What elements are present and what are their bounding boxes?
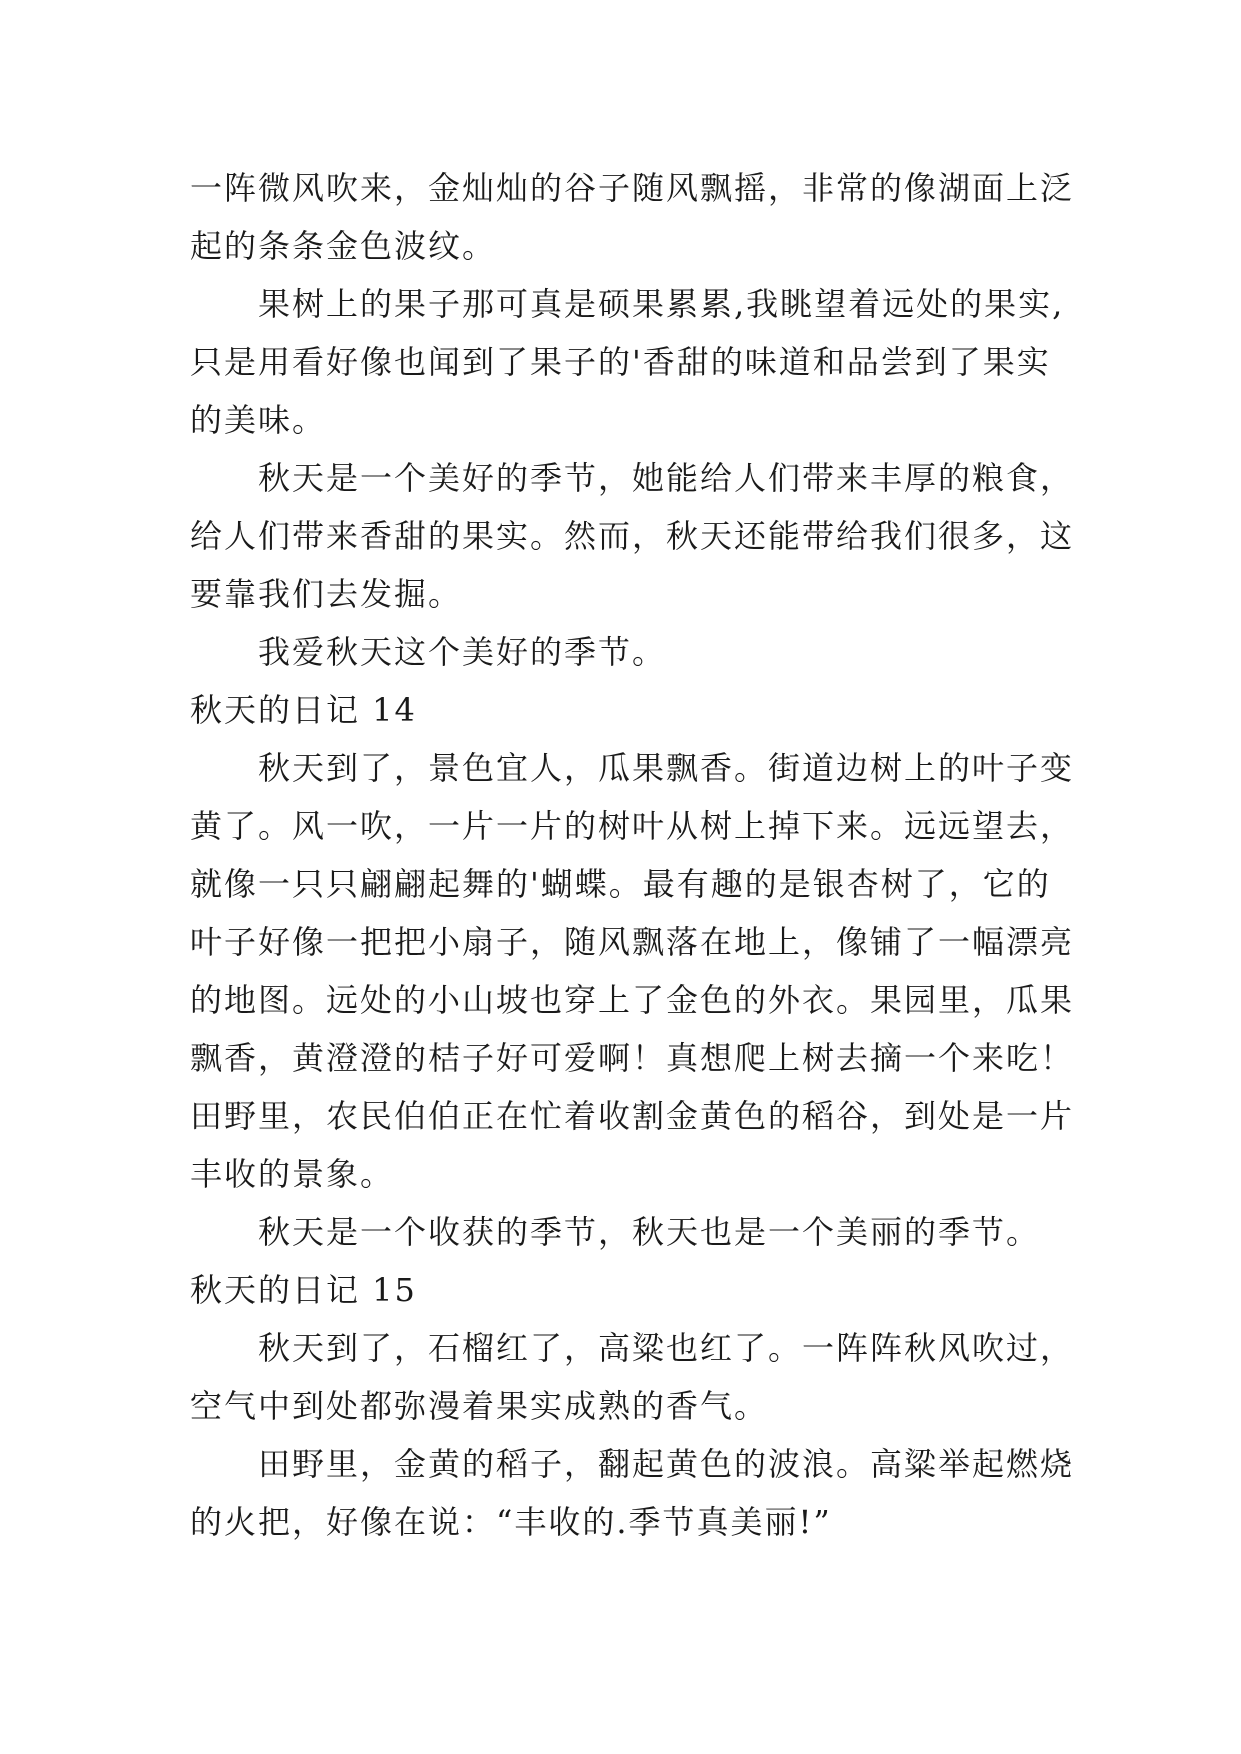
text-line: 的火把，好像在说：“丰收的.季节真美丽!” [190, 1503, 832, 1541]
text-line: 起的条条金色波纹。 [190, 227, 497, 265]
section-heading: 秋天的日记 14 [190, 691, 417, 729]
text-line: 黄了。风一吹，一片一片的树叶从树上掉下来。远远望去， [190, 807, 1075, 845]
text-line: 空气中到处都弥漫着果实成熟的香气。 [190, 1387, 769, 1425]
paragraph-start: 秋天是一个收获的季节，秋天也是一个美丽的季节。 [258, 1213, 1041, 1251]
section-heading: 秋天的日记 15 [190, 1271, 417, 1309]
text-line: 田野里，农民伯伯正在忙着收割金黄色的稻谷，到处是一片 [190, 1097, 1075, 1135]
text-line: 就像一只只翩翩起舞的'蝴蝶。最有趣的是银杏树了，它的 [190, 865, 1051, 903]
text-line: 飘香，黄澄澄的桔子好可爱啊！真想爬上树去摘一个来吃！ [190, 1039, 1075, 1077]
paragraph-start: 秋天到了，石榴红了，高粱也红了。一阵阵秋风吹过， [258, 1329, 1075, 1367]
paragraph-start: 秋天是一个美好的季节，她能给人们带来丰厚的粮食， [258, 459, 1075, 497]
paragraph-start: 秋天到了，景色宜人，瓜果飘香。街道边树上的叶子变 [258, 749, 1075, 787]
paragraph-start: 我爱秋天这个美好的季节。 [258, 633, 667, 671]
text-line: 叶子好像一把把小扇子，随风飘落在地上，像铺了一幅漂亮 [190, 923, 1075, 961]
text-line: 的地图。远处的小山坡也穿上了金色的外衣。果园里，瓜果 [190, 981, 1075, 1019]
text-line: 一阵微风吹来，金灿灿的谷子随风飘摇，非常的像湖面上泛 [190, 169, 1075, 207]
paragraph-start: 果树上的果子那可真是硕果累累,我眺望着远处的果实, [258, 285, 1065, 323]
text-line: 的美味。 [190, 401, 327, 439]
text-line: 丰收的景象。 [190, 1155, 395, 1193]
text-line: 给人们带来香甜的果实。然而，秋天还能带给我们很多，这 [190, 517, 1075, 555]
paragraph-start: 田野里，金黄的稻子，翻起黄色的波浪。高粱举起燃烧 [258, 1445, 1075, 1483]
text-line: 要靠我们去发掘。 [190, 575, 463, 613]
text-line: 只是用看好像也闻到了果子的'香甜的味道和品尝到了果实 [190, 343, 1051, 381]
